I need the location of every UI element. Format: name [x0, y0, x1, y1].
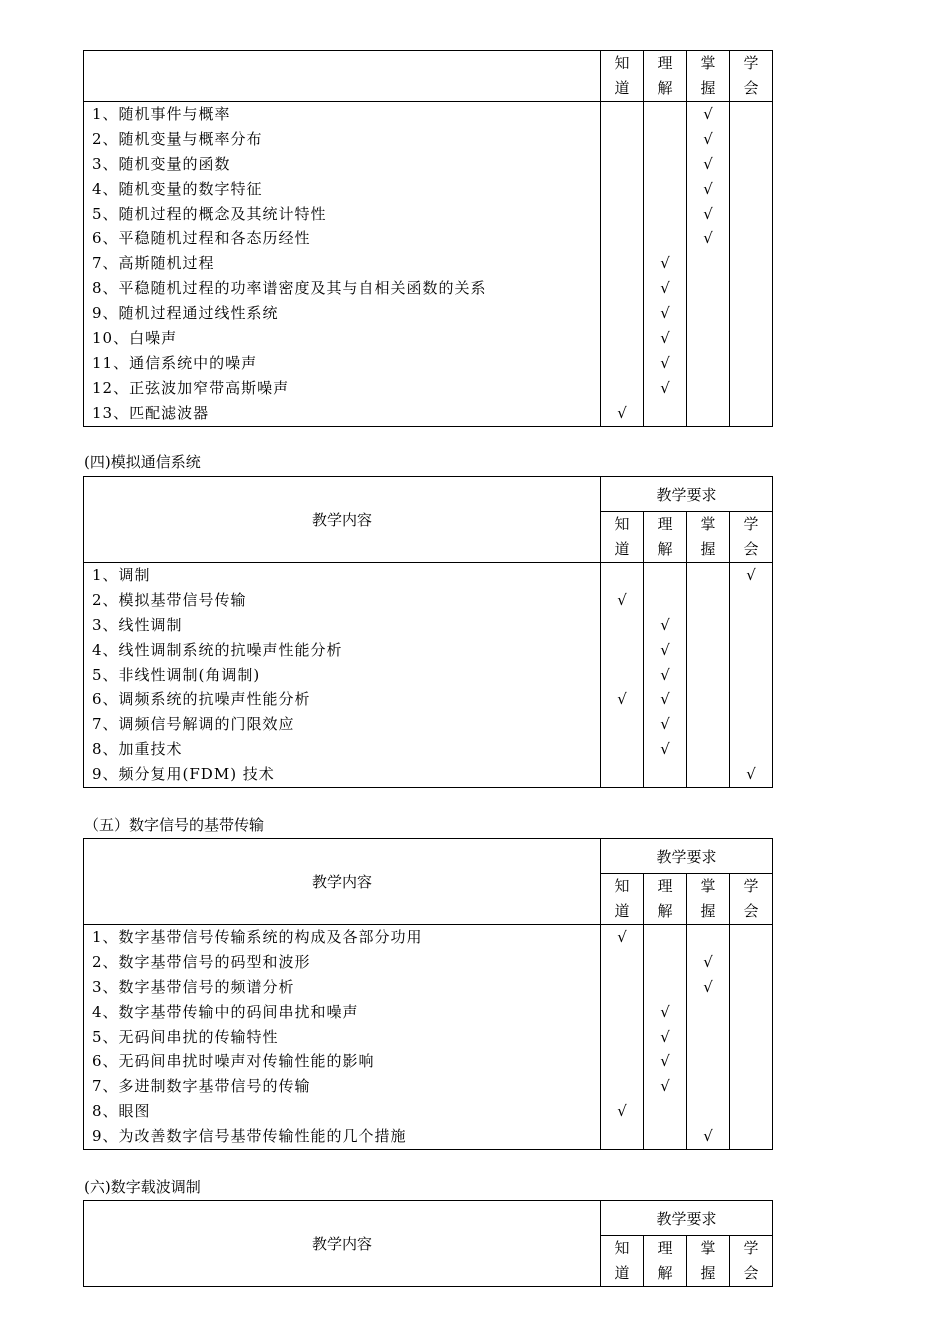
empty-check-slot [644, 401, 686, 426]
content-item: 3、数字基带信号的频谱分析 [92, 977, 295, 996]
empty-check-slot [730, 301, 772, 326]
content-item: 7、调频信号解调的门限效应 [92, 715, 295, 734]
content-item: 1、调制 [92, 566, 151, 584]
empty-check-slot [644, 563, 686, 588]
level-header-char: 道 [614, 902, 630, 920]
level-header-char: 学 [743, 515, 759, 533]
empty-check-slot [687, 1025, 729, 1050]
content-header-cell: 教学内容 [84, 1201, 601, 1287]
check-column-know [601, 102, 644, 427]
content-item: 1、随机事件与概率 [92, 105, 231, 123]
level-header-char: 学 [743, 1239, 759, 1257]
check-mark: √ [746, 765, 756, 784]
content-item: 9、为改善数字信号基带传输性能的几个措施 [92, 1127, 407, 1146]
check-mark: √ [703, 952, 713, 971]
content-list-cell [84, 925, 601, 1150]
check-mark: √ [660, 279, 670, 298]
content-item: 8、眼图 [92, 1102, 151, 1121]
empty-check-slot [601, 950, 643, 975]
content-item: 9、随机过程通过线性系统 [92, 304, 279, 323]
check-column-know [601, 563, 644, 788]
empty-check-slot [601, 102, 643, 127]
empty-check-slot [644, 102, 686, 127]
empty-check-slot [644, 950, 686, 975]
content-item: 4、线性调制系统的抗噪声性能分析 [92, 640, 343, 659]
empty-check-slot [730, 351, 772, 376]
level-header-char: 知 [614, 515, 630, 533]
level-header-learn [730, 1236, 773, 1287]
empty-check-slot [601, 226, 643, 251]
empty-check-slot [601, 975, 643, 1000]
check-mark: √ [703, 1127, 713, 1146]
check-mark: √ [703, 229, 713, 248]
empty-check-slot [730, 737, 772, 762]
empty-check-slot [644, 975, 686, 1000]
empty-check-slot [730, 152, 772, 177]
empty-check-slot [687, 1099, 729, 1124]
empty-check-slot [687, 1049, 729, 1074]
empty-check-slot [644, 202, 686, 227]
empty-check-slot [601, 251, 643, 276]
content-list-cell [84, 102, 601, 427]
empty-check-slot [730, 925, 772, 950]
empty-check-slot [730, 1099, 772, 1124]
check-mark: √ [660, 640, 670, 659]
empty-check-slot [730, 712, 772, 737]
empty-check-slot [730, 1000, 772, 1025]
empty-check-slot [730, 1074, 772, 1099]
empty-check-slot [601, 1124, 643, 1149]
content-item: 2、模拟基带信号传输 [92, 590, 247, 609]
check-column-master [687, 563, 730, 788]
empty-check-slot [644, 1124, 686, 1149]
level-header-char: 握 [700, 902, 716, 920]
level-header-char: 理 [657, 877, 673, 895]
empty-check-slot [730, 1124, 772, 1149]
content-item: 6、调频系统的抗噪声性能分析 [92, 690, 311, 709]
empty-check-slot [687, 613, 729, 638]
content-header-cell [84, 51, 601, 102]
empty-check-slot [644, 127, 686, 152]
level-header-char: 掌 [700, 1239, 716, 1257]
level-header-char: 理 [657, 54, 673, 72]
group-header-requirements: 教学要求 [601, 477, 773, 512]
requirements-table-random-processes [83, 50, 773, 427]
check-mark: √ [660, 254, 670, 273]
check-mark: √ [660, 740, 670, 759]
level-header-char: 道 [614, 79, 630, 97]
level-header-char: 握 [700, 540, 716, 558]
empty-check-slot [601, 351, 643, 376]
level-header-learn [730, 51, 773, 102]
level-header-char: 理 [657, 1239, 673, 1257]
level-header-char: 理 [657, 515, 673, 533]
level-header-understand [644, 1236, 687, 1287]
empty-check-slot [730, 975, 772, 1000]
empty-check-slot [601, 326, 643, 351]
empty-check-slot [601, 152, 643, 177]
level-header-char: 解 [657, 1264, 673, 1282]
empty-check-slot [601, 613, 643, 638]
empty-check-slot [687, 1000, 729, 1025]
check-mark: √ [660, 304, 670, 323]
check-mark: √ [660, 353, 670, 372]
check-mark: √ [660, 378, 670, 397]
empty-check-slot [730, 276, 772, 301]
empty-check-slot [687, 687, 729, 712]
empty-check-slot [687, 663, 729, 688]
content-header-cell: 教学内容 [84, 477, 601, 563]
empty-check-slot [687, 401, 729, 426]
empty-check-slot [687, 376, 729, 401]
check-mark: √ [660, 1077, 670, 1096]
check-mark: √ [703, 105, 713, 123]
level-header-char: 知 [614, 1239, 630, 1257]
empty-check-slot [644, 588, 686, 613]
empty-check-slot [730, 588, 772, 613]
empty-check-slot [601, 737, 643, 762]
check-column-learn [730, 102, 773, 427]
check-mark: √ [617, 590, 627, 609]
content-item: 2、数字基带信号的码型和波形 [92, 952, 311, 971]
check-mark: √ [617, 403, 627, 422]
content-item: 10、白噪声 [92, 329, 178, 348]
level-header-char: 道 [614, 1264, 630, 1282]
content-item: 2、随机变量与概率分布 [92, 129, 263, 148]
level-header-char: 学 [743, 54, 759, 72]
check-column-understand [644, 102, 687, 427]
content-item: 3、线性调制 [92, 615, 183, 634]
empty-check-slot [601, 1000, 643, 1025]
level-header-know [601, 512, 644, 563]
check-mark: √ [703, 129, 713, 148]
level-header-char: 会 [743, 1264, 759, 1282]
check-column-master [687, 925, 730, 1150]
check-column-learn [730, 563, 773, 788]
empty-check-slot [601, 638, 643, 663]
empty-check-slot [687, 276, 729, 301]
empty-check-slot [601, 563, 643, 588]
section-title-carrier: (六)数字载波调制 [84, 1178, 201, 1196]
empty-check-slot [687, 925, 729, 950]
level-header-char: 道 [614, 540, 630, 558]
check-mark: √ [617, 928, 627, 946]
empty-check-slot [687, 351, 729, 376]
check-mark: √ [660, 1002, 670, 1021]
check-mark: √ [660, 715, 670, 734]
check-mark: √ [746, 566, 756, 584]
section-title-analog: (四)模拟通信系统 [84, 453, 201, 471]
empty-check-slot [730, 687, 772, 712]
empty-check-slot [730, 202, 772, 227]
empty-check-slot [644, 226, 686, 251]
level-header-master [687, 1236, 730, 1287]
empty-check-slot [601, 1049, 643, 1074]
check-mark: √ [617, 690, 627, 709]
level-header-master [687, 51, 730, 102]
content-item: 13、匹配滤波器 [92, 403, 210, 422]
empty-check-slot [601, 1074, 643, 1099]
check-mark: √ [660, 329, 670, 348]
check-column-know [601, 925, 644, 1150]
level-header-char: 掌 [700, 877, 716, 895]
empty-check-slot [730, 226, 772, 251]
empty-check-slot [730, 127, 772, 152]
section-title-baseband: （五）数字信号的基带传输 [84, 816, 265, 834]
empty-check-slot [730, 950, 772, 975]
content-item: 4、数字基带传输中的码间串扰和噪声 [92, 1002, 359, 1021]
content-list-cell [84, 563, 601, 788]
level-header-char: 会 [743, 540, 759, 558]
empty-check-slot [730, 1025, 772, 1050]
empty-check-slot [644, 925, 686, 950]
level-header-learn [730, 874, 773, 925]
level-header-char: 握 [700, 1264, 716, 1282]
empty-check-slot [601, 762, 643, 787]
empty-check-slot [601, 712, 643, 737]
level-header-master [687, 874, 730, 925]
check-column-master [687, 102, 730, 427]
empty-check-slot [687, 588, 729, 613]
check-mark: √ [660, 690, 670, 709]
level-header-understand [644, 512, 687, 563]
level-header-char: 会 [743, 79, 759, 97]
content-item: 12、正弦波加窄带高斯噪声 [92, 378, 290, 397]
empty-check-slot [601, 1025, 643, 1050]
check-mark: √ [617, 1102, 627, 1121]
empty-check-slot [644, 1099, 686, 1124]
content-item: 6、无码间串扰时噪声对传输性能的影响 [92, 1052, 375, 1071]
empty-check-slot [730, 1049, 772, 1074]
check-mark: √ [660, 665, 670, 684]
empty-check-slot [730, 663, 772, 688]
check-mark: √ [703, 154, 713, 173]
check-mark: √ [660, 1027, 670, 1046]
requirements-table-analog [83, 476, 773, 788]
empty-check-slot [601, 663, 643, 688]
level-header-know [601, 874, 644, 925]
level-header-char: 解 [657, 79, 673, 97]
empty-check-slot [644, 762, 686, 787]
level-header-char: 知 [614, 877, 630, 895]
group-header-requirements: 教学要求 [601, 839, 773, 874]
empty-check-slot [601, 301, 643, 326]
content-item: 8、平稳随机过程的功率谱密度及其与自相关函数的关系 [92, 279, 487, 298]
content-item: 6、平稳随机过程和各态历经性 [92, 229, 311, 248]
empty-check-slot [687, 326, 729, 351]
requirements-table-baseband [83, 838, 773, 1150]
level-header-understand [644, 51, 687, 102]
content-item: 11、通信系统中的噪声 [92, 353, 258, 372]
content-item: 4、随机变量的数字特征 [92, 179, 263, 198]
group-header-requirements: 教学要求 [601, 1201, 773, 1236]
level-header-learn [730, 512, 773, 563]
level-header-char: 掌 [700, 54, 716, 72]
check-mark: √ [703, 204, 713, 223]
empty-check-slot [730, 401, 772, 426]
content-item: 7、多进制数字基带信号的传输 [92, 1077, 311, 1096]
level-header-understand [644, 874, 687, 925]
content-item: 1、数字基带信号传输系统的构成及各部分功用 [92, 928, 423, 946]
empty-check-slot [687, 638, 729, 663]
content-item: 5、非线性调制(角调制) [92, 665, 261, 684]
empty-check-slot [687, 301, 729, 326]
empty-check-slot [687, 563, 729, 588]
content-item: 3、随机变量的函数 [92, 154, 231, 173]
check-column-understand [644, 925, 687, 1150]
level-header-know [601, 1236, 644, 1287]
empty-check-slot [730, 638, 772, 663]
level-header-char: 知 [614, 54, 630, 72]
content-item: 8、加重技术 [92, 740, 183, 759]
level-header-char: 学 [743, 877, 759, 895]
empty-check-slot [644, 152, 686, 177]
content-item: 5、无码间串扰的传输特性 [92, 1027, 279, 1046]
content-item: 5、随机过程的概念及其统计特性 [92, 204, 327, 223]
check-mark: √ [660, 1052, 670, 1071]
empty-check-slot [730, 102, 772, 127]
content-item: 9、频分复用(FDM) 技术 [92, 765, 275, 784]
empty-check-slot [601, 276, 643, 301]
content-header-cell: 教学内容 [84, 839, 601, 925]
level-header-char: 解 [657, 902, 673, 920]
check-mark: √ [703, 977, 713, 996]
empty-check-slot [644, 177, 686, 202]
level-header-master [687, 512, 730, 563]
empty-check-slot [687, 251, 729, 276]
empty-check-slot [687, 712, 729, 737]
empty-check-slot [730, 376, 772, 401]
empty-check-slot [601, 376, 643, 401]
requirements-table-carrier [83, 1200, 773, 1287]
level-header-char: 掌 [700, 515, 716, 533]
check-mark: √ [703, 179, 713, 198]
empty-check-slot [687, 762, 729, 787]
empty-check-slot [601, 127, 643, 152]
check-mark: √ [660, 615, 670, 634]
content-item: 7、高斯随机过程 [92, 254, 215, 273]
check-column-learn [730, 925, 773, 1150]
empty-check-slot [601, 202, 643, 227]
level-header-char: 握 [700, 79, 716, 97]
empty-check-slot [730, 251, 772, 276]
check-column-understand [644, 563, 687, 788]
level-header-know [601, 51, 644, 102]
empty-check-slot [601, 177, 643, 202]
level-header-char: 解 [657, 540, 673, 558]
level-header-char: 会 [743, 902, 759, 920]
empty-check-slot [730, 613, 772, 638]
empty-check-slot [730, 177, 772, 202]
empty-check-slot [730, 326, 772, 351]
empty-check-slot [687, 1074, 729, 1099]
empty-check-slot [687, 737, 729, 762]
